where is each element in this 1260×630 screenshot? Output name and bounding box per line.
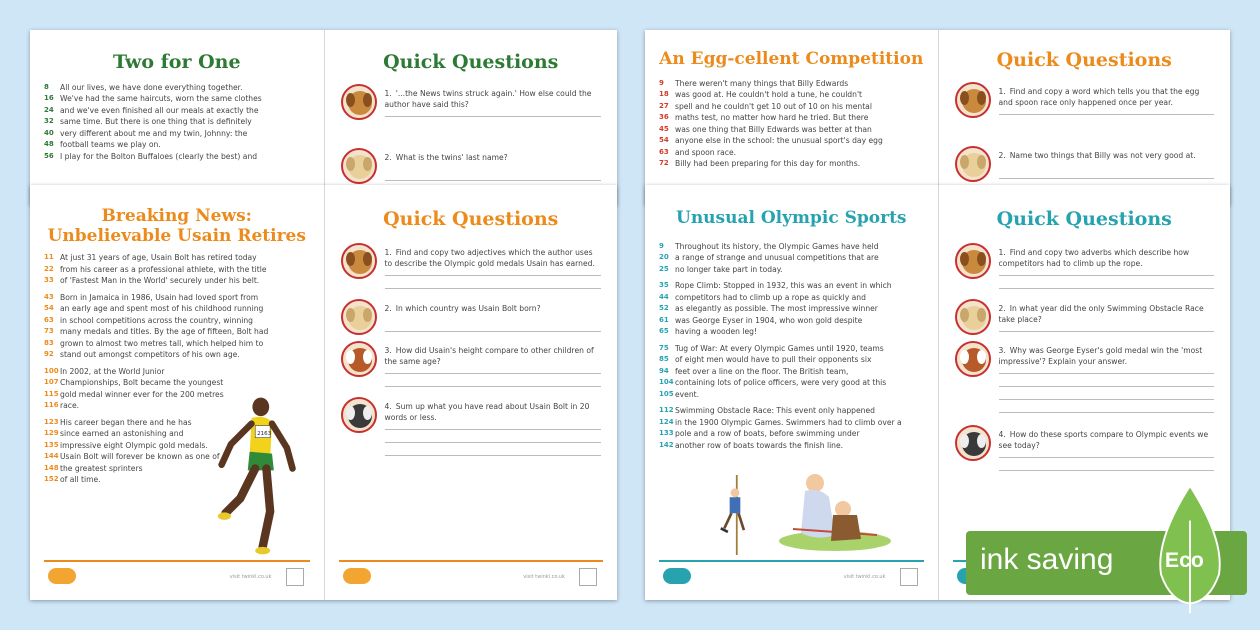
text-line: [44, 128, 314, 140]
question-text: [385, 401, 602, 423]
question-body: Why was George Eyser's gold medal win the 'most impressive'? Explain your answer.: [998, 345, 1203, 366]
text-line: [44, 105, 314, 117]
text-line: [659, 89, 928, 101]
questions-page: [324, 185, 618, 600]
answer-line[interactable]: [385, 373, 602, 374]
line-number: 144: [44, 452, 59, 461]
worksheet-usain-bolt: [30, 185, 617, 600]
dog-ear: [363, 93, 372, 107]
question-list: [325, 241, 618, 465]
story-page: [30, 185, 324, 600]
question-item: [939, 241, 1231, 297]
footer-text: visit twinkl.co.uk: [523, 574, 565, 580]
story-text: [44, 82, 314, 163]
line-text: since earned an astonishing and: [60, 429, 184, 439]
line-text: Usain Bolt will forever be known as one of: [60, 452, 220, 462]
dog-ear: [346, 350, 355, 364]
line-text: the greatest sprinters: [60, 463, 143, 473]
leaf-icon: [1150, 482, 1230, 617]
line-number: 27: [659, 101, 669, 110]
question-text: [999, 150, 1215, 161]
answer-line[interactable]: [999, 386, 1215, 387]
question-text: [385, 152, 602, 163]
line-number: 32: [44, 117, 54, 126]
line-text: many medals and titles. By the age of fifteen, Bolt had: [60, 327, 269, 337]
text-line: [44, 428, 229, 440]
text-line: [44, 349, 314, 361]
line-number: 40: [44, 128, 54, 137]
line-text: race.: [60, 401, 80, 411]
line-number: 63: [44, 315, 54, 324]
dog-ear: [960, 91, 969, 105]
text-line: [44, 116, 314, 128]
question-text: [999, 429, 1215, 451]
questions-page: [938, 30, 1231, 205]
text-line: [659, 366, 928, 378]
line-text: stand out amongst competitors of his own age.: [60, 350, 240, 360]
question-number: 1.: [998, 86, 1006, 96]
bib-number: 2163: [257, 430, 272, 437]
question-number: 3.: [998, 345, 1006, 355]
dog-avatar-icon: [955, 82, 991, 118]
text-line: [659, 124, 928, 136]
text-line: [44, 264, 314, 276]
dog-avatar-icon: [341, 299, 377, 335]
line-text: anyone else in the school: the unusual sport's day egg: [675, 136, 883, 146]
line-number: 133: [659, 429, 674, 438]
line-text: was George Eyser in 1904, who won gold despite: [675, 315, 863, 325]
line-text: a range of strange and unusual competitions that are: [675, 253, 879, 263]
story-title: Two for One: [112, 51, 241, 73]
story-page: [30, 30, 324, 205]
line-text: pole and a row of boats, before swimming under: [675, 429, 860, 439]
dog-ear: [977, 91, 986, 105]
line-number: 123: [44, 417, 59, 426]
line-number: 107: [44, 378, 59, 387]
dog-ear: [363, 252, 372, 266]
article-title: Unusual Olympic Sports: [676, 208, 907, 228]
question-body: How did Usain's height compare to other children of the same age?: [384, 345, 594, 366]
dog-ear: [977, 434, 986, 448]
line-text: competitors had to climb up a rope as quickly and: [675, 292, 866, 302]
question-item: [325, 297, 618, 339]
line-text: There weren't many things that Billy Edwards: [675, 78, 849, 88]
line-number: 92: [44, 350, 54, 359]
hive-logo-icon: [900, 568, 918, 586]
line-text: in the 1900 Olympic Games. Swimmers had to climb over a: [675, 417, 902, 427]
footer-rule: [339, 560, 604, 562]
line-text: Championships, Bolt became the youngest: [60, 378, 224, 388]
dog-ear: [977, 155, 986, 169]
line-number: 148: [44, 463, 59, 472]
question-item: [325, 82, 618, 146]
questions-page: [324, 30, 618, 205]
questions-title: Quick Questions: [996, 208, 1172, 230]
question-number: 1.: [384, 88, 392, 98]
dog-ear: [960, 252, 969, 266]
question-body: Find and copy a word which tells you that the egg and spoon race only happened once per year.: [998, 86, 1200, 107]
dog-avatar-icon: [341, 148, 377, 184]
usain-bolt-illustration: [216, 393, 300, 558]
dog-ear: [346, 157, 355, 171]
answer-line[interactable]: [999, 412, 1215, 413]
line-number: 152: [44, 475, 59, 484]
text-line: [659, 292, 928, 304]
line-text: from his career as a professional athlete, with the title: [60, 264, 267, 274]
text-line: [44, 463, 229, 475]
question-text: [999, 247, 1215, 269]
text-line: [44, 315, 314, 327]
line-number: 142: [659, 440, 674, 449]
question-body: Find and copy two adverbs which describe how competitors had to climb up the rope.: [998, 247, 1190, 268]
line-text: We've had the same haircuts, worn the same clothes: [60, 94, 262, 104]
line-number: 48: [44, 140, 54, 149]
question-item: [939, 297, 1231, 339]
question-item: [939, 80, 1231, 144]
line-text: another row of boats towards the finish line.: [675, 440, 844, 450]
twinkl-logo-icon: [663, 568, 691, 584]
dog-avatar-icon: [955, 299, 991, 335]
line-number: 35: [659, 281, 669, 290]
line-text: At just 31 years of age, Usain Bolt has retired today: [60, 253, 257, 263]
text-line: [659, 303, 928, 315]
answer-line[interactable]: [999, 288, 1215, 289]
article-text: [659, 241, 928, 452]
text-line: [44, 82, 314, 94]
text-line: [659, 252, 928, 264]
text-line: [659, 343, 928, 355]
dog-ear: [977, 252, 986, 266]
text-line: [659, 315, 928, 327]
line-text: no longer take part in today.: [675, 264, 783, 274]
question-number: 3.: [384, 345, 392, 355]
line-number: 73: [44, 327, 54, 336]
line-number: 54: [659, 136, 669, 145]
answer-line[interactable]: [385, 275, 602, 276]
text-line: [659, 158, 928, 170]
dog-ear: [346, 308, 355, 322]
text-line: [659, 241, 928, 253]
footer-text: visit twinkl.co.uk: [229, 574, 272, 580]
line-text: of all time.: [60, 475, 101, 485]
line-number: 94: [659, 366, 669, 375]
line-text: In 2002, at the World Junior: [60, 366, 165, 376]
text-line: [44, 377, 229, 389]
text-line: [44, 93, 314, 105]
line-text: Swimming Obstacle Race: This event only happened: [675, 406, 875, 416]
answer-line[interactable]: [385, 429, 602, 430]
line-number: 104: [659, 378, 674, 387]
text-line: [659, 147, 928, 159]
answer-line[interactable]: [385, 442, 602, 443]
story-page: [645, 185, 938, 600]
questions-title: Quick Questions: [383, 208, 559, 230]
line-text: and we've even finished all our meals at exactly the: [60, 105, 259, 115]
dog-ear: [960, 350, 969, 364]
line-text: Born in Jamaica in 1986, Usain had loved sport from: [60, 292, 259, 302]
answer-line[interactable]: [999, 114, 1215, 115]
answer-line[interactable]: [999, 373, 1215, 374]
line-number: 43: [44, 292, 54, 301]
question-text: [999, 303, 1215, 325]
question-text: [385, 303, 602, 314]
question-number: 2.: [384, 303, 392, 313]
dog-ear: [346, 93, 355, 107]
line-text: in school competitions across the country, winning: [60, 315, 253, 325]
text-line: [44, 151, 314, 163]
line-number: 85: [659, 355, 669, 364]
line-text: football teams we play on.: [60, 140, 161, 150]
line-text: event.: [675, 389, 700, 399]
line-number: 100: [44, 366, 59, 375]
line-number: 44: [659, 292, 669, 301]
dog-avatar-icon: [341, 397, 377, 433]
questions-title: Quick Questions: [996, 49, 1172, 71]
line-text: and spoon race.: [675, 147, 737, 157]
dog-avatar-icon: [955, 146, 991, 182]
text-line: [659, 264, 928, 276]
text-line: [659, 101, 928, 113]
dog-ear: [977, 308, 986, 322]
line-number: 9: [659, 78, 664, 87]
question-body: In what year did the only Swimming Obstacle Race take place?: [998, 303, 1204, 324]
line-number: 24: [44, 105, 54, 114]
footer-rule: [44, 560, 310, 562]
line-number: 45: [659, 124, 669, 133]
text-line: [659, 417, 928, 429]
question-number: 2.: [384, 152, 392, 162]
question-list: [939, 241, 1231, 479]
question-text: [385, 247, 602, 269]
question-text: [385, 88, 602, 110]
question-text: [999, 345, 1215, 367]
line-number: 129: [44, 429, 59, 438]
line-number: 105: [659, 389, 674, 398]
text-line: [44, 326, 314, 338]
twinkl-logo-icon: [343, 568, 371, 584]
dog-ear: [960, 434, 969, 448]
answer-line[interactable]: [999, 275, 1215, 276]
question-number: 4.: [998, 429, 1006, 439]
question-body: Name two things that Billy was not very good at.: [1009, 150, 1196, 160]
line-text: gold medal winner ever for the 200 metres: [60, 389, 224, 399]
line-number: 75: [659, 343, 669, 352]
line-number: 16: [44, 94, 54, 103]
line-text: was one thing that Billy Edwards was better at than: [675, 124, 872, 134]
question-number: 4.: [384, 401, 392, 411]
dog-avatar-icon: [341, 341, 377, 377]
footer-text: visit twinkl.co.uk: [843, 574, 886, 580]
line-number: 56: [44, 151, 54, 160]
line-number: 9: [659, 241, 664, 250]
question-number: 1.: [998, 247, 1006, 257]
dog-ear: [363, 350, 372, 364]
text-line: [44, 252, 314, 264]
line-text: was good at. He couldn't hold a tune, he couldn't: [675, 90, 863, 100]
line-number: 11: [44, 253, 54, 262]
line-number: 135: [44, 440, 59, 449]
worksheet-egg-cellent: [645, 30, 1230, 205]
answer-line[interactable]: [385, 288, 602, 289]
question-item: [325, 395, 618, 465]
line-number: 54: [44, 304, 54, 313]
text-line: [659, 405, 928, 417]
text-line: [659, 112, 928, 124]
line-text: an early age and spent most of his childhood running: [60, 304, 264, 314]
question-body: '...the News twins struck again.' How else could the author have said this?: [384, 88, 592, 109]
text-line: [659, 326, 928, 338]
text-line: [44, 474, 229, 486]
text-line: [44, 451, 229, 463]
line-text: of 'Fastest Man in the World' securely under his belt.: [60, 276, 260, 286]
text-line: [44, 292, 314, 304]
answer-line[interactable]: [999, 457, 1215, 458]
line-number: 83: [44, 338, 54, 347]
line-number: 124: [659, 417, 674, 426]
line-number: 61: [659, 315, 669, 324]
line-number: 112: [659, 406, 674, 415]
answer-line[interactable]: [999, 399, 1215, 400]
line-text: of eight men would have to pull their opponents six: [675, 355, 872, 365]
article-title-line2: Unbelievable Usain Retires: [47, 225, 306, 246]
rope-climb-illustration: [717, 475, 753, 555]
question-number: 2.: [998, 303, 1006, 313]
question-text: [385, 345, 602, 367]
line-number: 8: [44, 82, 49, 91]
text-line: [659, 440, 928, 452]
text-line: [44, 366, 229, 378]
text-line: [659, 78, 928, 90]
answer-line[interactable]: [385, 455, 602, 456]
line-text: same time. But there is one thing that is definitely: [60, 117, 252, 127]
line-number: 25: [659, 264, 669, 273]
question-body: What is the twins' last name?: [395, 152, 508, 162]
line-text: All our lives, we have done everything together.: [60, 82, 243, 92]
answer-line[interactable]: [999, 470, 1215, 471]
text-line: [44, 440, 229, 452]
dog-ear: [363, 406, 372, 420]
line-number: 52: [659, 304, 669, 313]
question-item: [325, 339, 618, 395]
twinkl-logo-icon: [48, 568, 76, 584]
question-body: How do these sports compare to Olympic events we see today?: [998, 429, 1209, 450]
story-page: [645, 30, 938, 205]
text-line: [44, 417, 229, 429]
dog-ear: [346, 252, 355, 266]
line-number: 116: [44, 401, 59, 410]
dog-ear: [977, 350, 986, 364]
text-line: [659, 389, 928, 401]
hive-logo-icon: [286, 568, 304, 586]
ink-saving-label: ink saving: [980, 543, 1114, 576]
line-text: grown to almost two metres tall, which helped him to: [60, 338, 264, 348]
question-item: [939, 423, 1231, 479]
line-text: as elegantly as possible. The most impressive winner: [675, 304, 878, 314]
line-number: 22: [44, 264, 54, 273]
question-body: Sum up what you have read about Usain Bolt in 20 words or less.: [384, 401, 590, 422]
line-text: Throughout its history, the Olympic Games have held: [675, 241, 879, 251]
dog-ear: [363, 157, 372, 171]
dog-ear: [960, 155, 969, 169]
line-text: impressive eight Olympic gold medals.: [60, 440, 208, 450]
line-number: 72: [659, 159, 669, 168]
dog-ear: [346, 406, 355, 420]
worksheet-two-for-one: [30, 30, 617, 205]
text-line: [44, 303, 314, 315]
answer-line[interactable]: [999, 331, 1215, 332]
eco-label: Eco: [1164, 548, 1204, 572]
text-line: [659, 377, 928, 389]
question-number: 1.: [384, 247, 392, 257]
text-line: [659, 354, 928, 366]
question-text: [999, 86, 1215, 108]
text-line: [44, 275, 314, 287]
line-number: 65: [659, 327, 669, 336]
line-text: Billy had been preparing for this day for months.: [675, 159, 861, 169]
text-line: [659, 280, 928, 292]
text-line: [44, 338, 314, 350]
footer-rule: [659, 560, 924, 562]
question-body: Find and copy two adjectives which the author uses to describe the Olympic gold medals Usain has earned.: [384, 247, 595, 268]
line-text: spell and he couldn't get 10 out of 10 on his mental: [675, 101, 872, 111]
answer-line[interactable]: [385, 331, 602, 332]
line-text: I play for the Bolton Buffaloes (clearly the best) and: [60, 151, 258, 161]
article-title-line1: Breaking News:: [101, 206, 252, 226]
dog-avatar-icon: [955, 341, 991, 377]
question-body: In which country was Usain Bolt born?: [395, 303, 541, 313]
question-number: 2.: [998, 150, 1006, 160]
dog-ear: [960, 308, 969, 322]
story-text: [659, 78, 928, 170]
text-line: [44, 139, 314, 151]
line-text: having a wooden leg!: [675, 327, 758, 337]
line-text: feet over a line on the floor. The British team,: [675, 366, 849, 376]
line-text: Rope Climb: Stopped in 1932, this was an event in which: [675, 281, 892, 291]
line-number: 20: [659, 253, 669, 262]
line-number: 63: [659, 147, 669, 156]
line-text: very different about me and my twin, Johnny: the: [60, 128, 248, 138]
line-text: maths test, no matter how hard he tried. But there: [675, 113, 869, 123]
line-number: 115: [44, 389, 59, 398]
dog-avatar-icon: [341, 84, 377, 120]
story-title: An Egg-cellent Competition: [659, 49, 924, 69]
line-text: His career began there and he has: [60, 417, 192, 427]
questions-title: Quick Questions: [383, 51, 559, 73]
answer-line[interactable]: [999, 178, 1215, 179]
line-text: containing lots of police officers, were very good at this: [675, 378, 887, 388]
text-line: [659, 135, 928, 147]
dog-ear: [363, 308, 372, 322]
text-line: [659, 428, 928, 440]
line-number: 18: [659, 90, 669, 99]
hive-logo-icon: [579, 568, 597, 586]
dog-avatar-icon: [955, 425, 991, 461]
text-line: [44, 389, 229, 401]
dog-avatar-icon: [955, 243, 991, 279]
line-number: 33: [44, 276, 54, 285]
question-item: [939, 339, 1231, 423]
question-item: [325, 241, 618, 297]
answer-line[interactable]: [385, 180, 602, 181]
dog-avatar-icon: [341, 243, 377, 279]
text-line: [44, 400, 229, 412]
answer-line[interactable]: [385, 386, 602, 387]
line-text: Tug of War: At every Olympic Games until 1920, teams: [675, 343, 884, 353]
answer-line[interactable]: [385, 116, 602, 117]
tug-of-war-illustration: [773, 463, 893, 553]
line-number: 36: [659, 113, 669, 122]
